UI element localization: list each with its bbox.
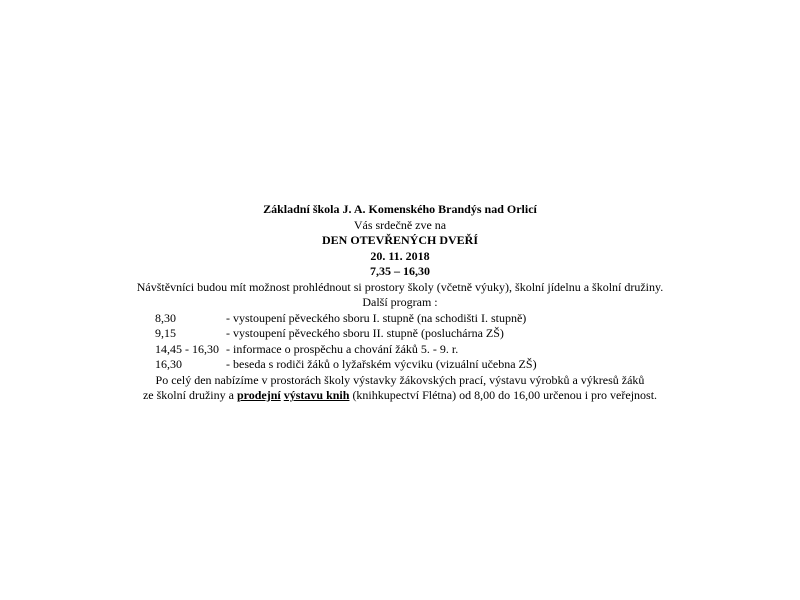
schedule-row <box>0 342 800 358</box>
schedule-row <box>0 311 800 327</box>
final-line-part1: ze školní družiny a <box>142 388 237 402</box>
final-line-part2: (knihkupectví Flétna) od 8,00 do 16,00 určenou i pro veřejnost. <box>349 388 658 402</box>
schedule-description: - beseda s rodiči žáků o lyžařském výcviku (vizuální učebna ZŠ) <box>226 357 537 371</box>
schedule-time: 16,30 <box>155 357 182 371</box>
schedule-time: 9,15 <box>155 326 176 340</box>
school-name: Základní škola J. A. Komenského Brandýs nad Orlicí <box>263 202 537 216</box>
exhibition-line: Po celý den nabízíme v prostorách školy výstavky žákovských prací, výstavu výrobků a výkresů žáků <box>155 372 645 387</box>
program-schedule <box>0 311 800 373</box>
schedule-time: 8,30 <box>155 310 176 325</box>
schedule-description: - vystoupení pěveckého sboru II. stupně (posluchárna ZŠ) <box>226 326 504 340</box>
visitors-line: Návštěvníci budou mít možnost prohlédnout si prostory školy (včetně výuky), školní jídelnu a školní družiny. <box>136 279 664 294</box>
event-title: DEN OTEVŘENÝCH DVEŘÍ <box>321 233 479 247</box>
invitation-document <box>0 202 800 404</box>
prodejni-highlight: prodejní <box>236 388 281 402</box>
invite-line: Vás srdečně zve na <box>353 217 447 232</box>
event-date: 20. 11. 2018 <box>370 248 430 263</box>
program-heading: Další program : <box>362 295 438 309</box>
final-line <box>0 388 800 404</box>
schedule-row <box>0 326 800 342</box>
schedule-time: 14,45 - 16,30 <box>155 341 219 356</box>
book-exhibition-highlight: výstavu knih <box>283 388 350 402</box>
schedule-description: - vystoupení pěveckého sboru I. stupně (na schodišti I. stupně) <box>226 310 527 325</box>
schedule-description: - informace o prospěchu a chování žáků 5. - 9. r. <box>226 341 459 356</box>
schedule-row <box>0 357 800 373</box>
event-time: 7,35 – 16,30 <box>370 264 430 278</box>
